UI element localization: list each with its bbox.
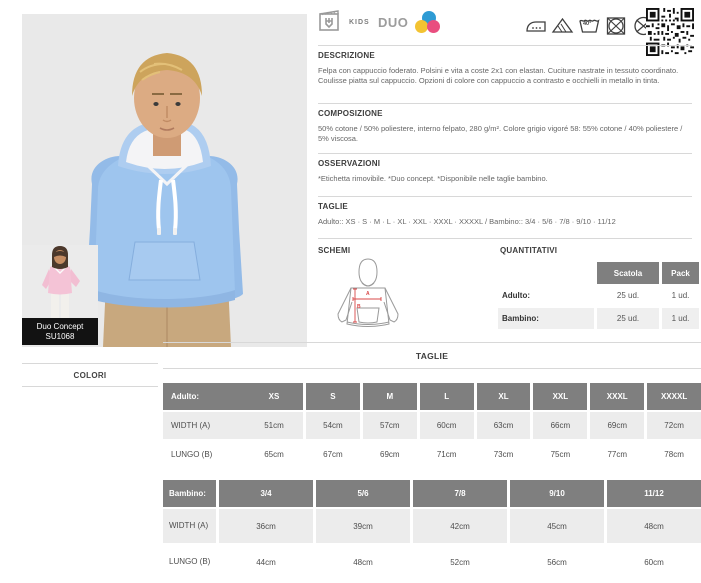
taglie-summary-body: Adulto:: XS · S · M · L · XL · XXL · XXXL · XXXXL / Bambino:: 3/4 · 5/6 · 7/8 · 9/10 · 11/12 [318,217,616,226]
variant-photo-pink-hoodie [22,245,98,318]
quantitativi-table [498,262,701,331]
divider [318,153,692,154]
badge-row [318,6,692,46]
care-symbols [523,13,656,39]
variant-name: Duo Concept [36,322,84,331]
kids-header-row: Bambino: 3/4 5/6 7/8 9/10 11/12 [163,480,701,507]
qr-code [645,8,695,56]
kids-badge: KIDS [349,19,370,26]
measure-b-label: B [357,304,361,310]
quant-col-pack: Pack [662,262,699,284]
schemi-title: SCHEMI [318,246,351,255]
divider [318,196,692,197]
quantitativi-title: QUANTITATIVI [500,246,558,255]
quant-col-scatola: Scatola [597,262,659,284]
variant-thumbnail[interactable] [22,245,98,345]
bleach-triangle-icon [550,13,575,39]
wash-temperature: 40° [583,21,592,27]
adult-width-row: WIDTH (A) 51cm 54cm 57cm 60cm 63cm 66cm 69cm 72cm [163,412,701,439]
kids-width-row: WIDTH (A) 36cm 39cm 42cm 45cm 48cm [163,509,701,543]
colori-section-title: COLORI [22,363,158,387]
divider [318,238,692,239]
composizione-title: COMPOSIZIONE [318,109,383,118]
kids-group-label: Bambino: [163,480,216,507]
taglie-summary-title: TAGLIE [318,202,348,211]
divider [318,103,692,104]
spec-column [318,0,692,342]
adult-group-label: Adulto: [171,392,199,401]
duo-badge: DUO [378,15,409,30]
kids-size-table [163,480,701,579]
quant-row-adulto: Adulto: 25 ud. 1 ud. [502,291,690,300]
size-tables-section [163,342,701,581]
color-dots-icon [415,11,445,39]
quantitativi-header-row [498,262,701,283]
iron-icon [523,13,548,39]
size-tables-title: TAGLIE [163,343,701,369]
removable-label-icon [318,9,342,33]
adult-length-row: LUNGO (B) 65cm 67cm 69cm 71cm 73cm 75cm 77cm 78cm [171,450,684,459]
wash-40-icon [577,13,602,39]
adult-size-table [163,383,701,468]
osservazioni-body: *Etichetta rimovibile. *Duo concept. *Disponibile nelle taglie bambino. [318,174,548,183]
descrizione-body: Felpa con cappuccio foderato. Polsini e vita a coste 2x1 con elastan. Cuciture nastrate in tessuto coordinato. Coulisse piatta sul cappuccio. Opzioni di colore con cappuccio a contrasto e occhielli in metallo in tinta. [318,66,679,85]
composizione-body: 50% cotone / 50% poliestere, interno felpato, 280 g/m². Colore grigio vigoré 58: 55% cotone / 40% poliestere / 5% viscosa. [318,124,683,143]
kids-length-row: LUNGO (B) 44cm 48cm 52cm 56cm 60cm [169,557,664,567]
quant-row-bambino: Bambino: 25 ud. 1 ud. [498,308,701,329]
osservazioni-title: OSSERVAZIONI [318,159,381,168]
variant-code: SU1068 [45,332,75,341]
do-not-tumble-dry-icon [604,13,629,39]
variant-label [22,318,98,345]
divider [318,45,692,46]
measure-a-label: A [366,291,370,297]
descrizione-title: DESCRIZIONE [318,51,375,60]
adult-header-row: Adulto: XS S M L XL XXL XXXL XXXXL [163,383,701,410]
hoodie-measure-diagram [326,256,410,340]
